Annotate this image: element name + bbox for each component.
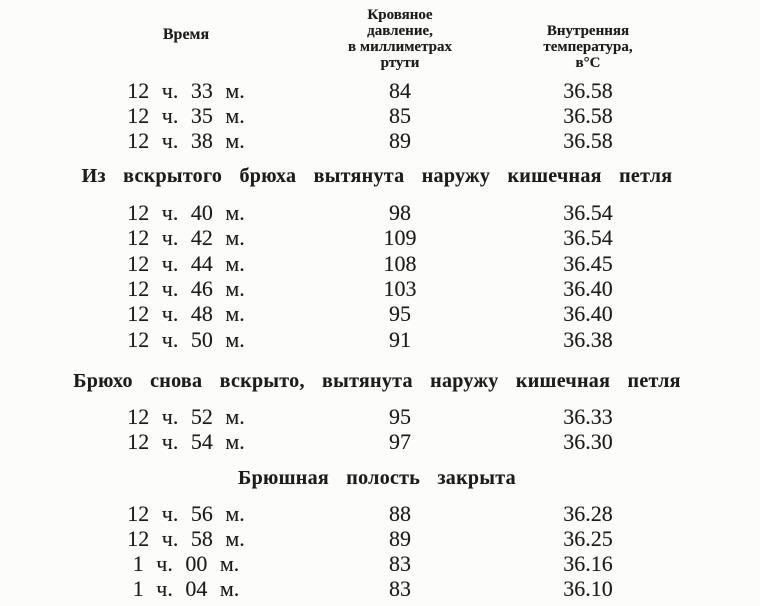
cell-time: 12 ч. 46 м. [127, 276, 245, 301]
cell-time: 12 ч. 52 м. [127, 404, 245, 429]
section-heading: Брюшная полость закрыта [238, 467, 516, 489]
cell-pressure: 103 [383, 276, 417, 301]
cell-time: 12 ч. 58 м. [127, 526, 245, 551]
table-row [0, 576, 760, 601]
section-heading: Брюхо снова вскрыто, вытянута наружу кишечная петля [73, 370, 681, 392]
cell-pressure: 95 [389, 301, 411, 326]
table-row [0, 103, 760, 128]
cell-time: 12 ч. 38 м. [127, 128, 245, 153]
cell-pressure: 95 [389, 404, 411, 429]
cell-time: 12 ч. 48 м. [127, 301, 245, 326]
header-line: в миллиметрах [348, 39, 452, 55]
cell-pressure: 108 [383, 251, 417, 276]
cell-temperature: 36.30 [563, 429, 613, 454]
header-line: Время [162, 26, 210, 43]
cell-temperature: 36.58 [563, 103, 613, 128]
cell-time: 12 ч. 35 м. [127, 103, 245, 128]
cell-time: 1 ч. 00 м. [132, 551, 240, 576]
header-line: температура, [543, 39, 633, 55]
cell-time: 12 ч. 42 м. [127, 225, 245, 250]
cell-temperature: 36.58 [563, 78, 613, 103]
table-row [0, 200, 760, 225]
table-row [0, 128, 760, 153]
cell-pressure: 84 [389, 78, 411, 103]
cell-pressure: 88 [389, 501, 411, 526]
cell-temperature: 36.45 [563, 251, 613, 276]
cell-time: 12 ч. 50 м. [127, 327, 245, 352]
cell-temperature: 36.40 [563, 301, 613, 326]
cell-time: 12 ч. 33 м. [127, 78, 245, 103]
header-line: Внутренняя [546, 23, 630, 39]
column-header-pressure [348, 7, 452, 71]
cell-pressure: 91 [389, 327, 411, 352]
cell-temperature: 36.40 [563, 276, 613, 301]
header-line: Кровяное [367, 7, 433, 23]
cell-time: 12 ч. 54 м. [127, 429, 245, 454]
cell-temperature: 36.58 [563, 128, 613, 153]
table-row [0, 429, 760, 454]
cell-pressure: 89 [389, 526, 411, 551]
cell-temperature: 36.28 [563, 501, 613, 526]
cell-time: 1 ч. 04 м. [132, 576, 240, 601]
table-row [0, 327, 760, 352]
header-line: в°С [575, 55, 601, 71]
header-line: ртути [380, 55, 420, 71]
table-row [0, 526, 760, 551]
cell-temperature: 36.33 [563, 404, 613, 429]
cell-pressure: 85 [389, 103, 411, 128]
table-row [0, 501, 760, 526]
cell-time: 12 ч. 44 м. [127, 251, 245, 276]
table-row [0, 225, 760, 250]
cell-temperature: 36.54 [563, 200, 613, 225]
section-heading: Из вскрытого брюха вытянута наружу кишечная петля [81, 165, 673, 187]
cell-time: 12 ч. 40 м. [127, 200, 245, 225]
table-row [0, 276, 760, 301]
cell-time: 12 ч. 56 м. [127, 501, 245, 526]
cell-temperature: 36.25 [563, 526, 613, 551]
cell-pressure: 97 [389, 429, 411, 454]
column-header-time [163, 27, 209, 43]
table-row [0, 551, 760, 576]
cell-temperature: 36.38 [563, 327, 613, 352]
cell-temperature: 36.54 [563, 225, 613, 250]
cell-pressure: 98 [389, 200, 411, 225]
column-header-temperature [543, 23, 632, 71]
cell-pressure: 89 [389, 128, 411, 153]
table-row [0, 301, 760, 326]
cell-temperature: 36.10 [563, 576, 613, 601]
cell-pressure: 109 [383, 225, 417, 250]
header-line: давление, [367, 23, 433, 39]
cell-temperature: 36.16 [563, 551, 613, 576]
table-row [0, 78, 760, 103]
table-row [0, 251, 760, 276]
cell-pressure: 83 [389, 551, 411, 576]
cell-pressure: 83 [389, 576, 411, 601]
table-row [0, 404, 760, 429]
